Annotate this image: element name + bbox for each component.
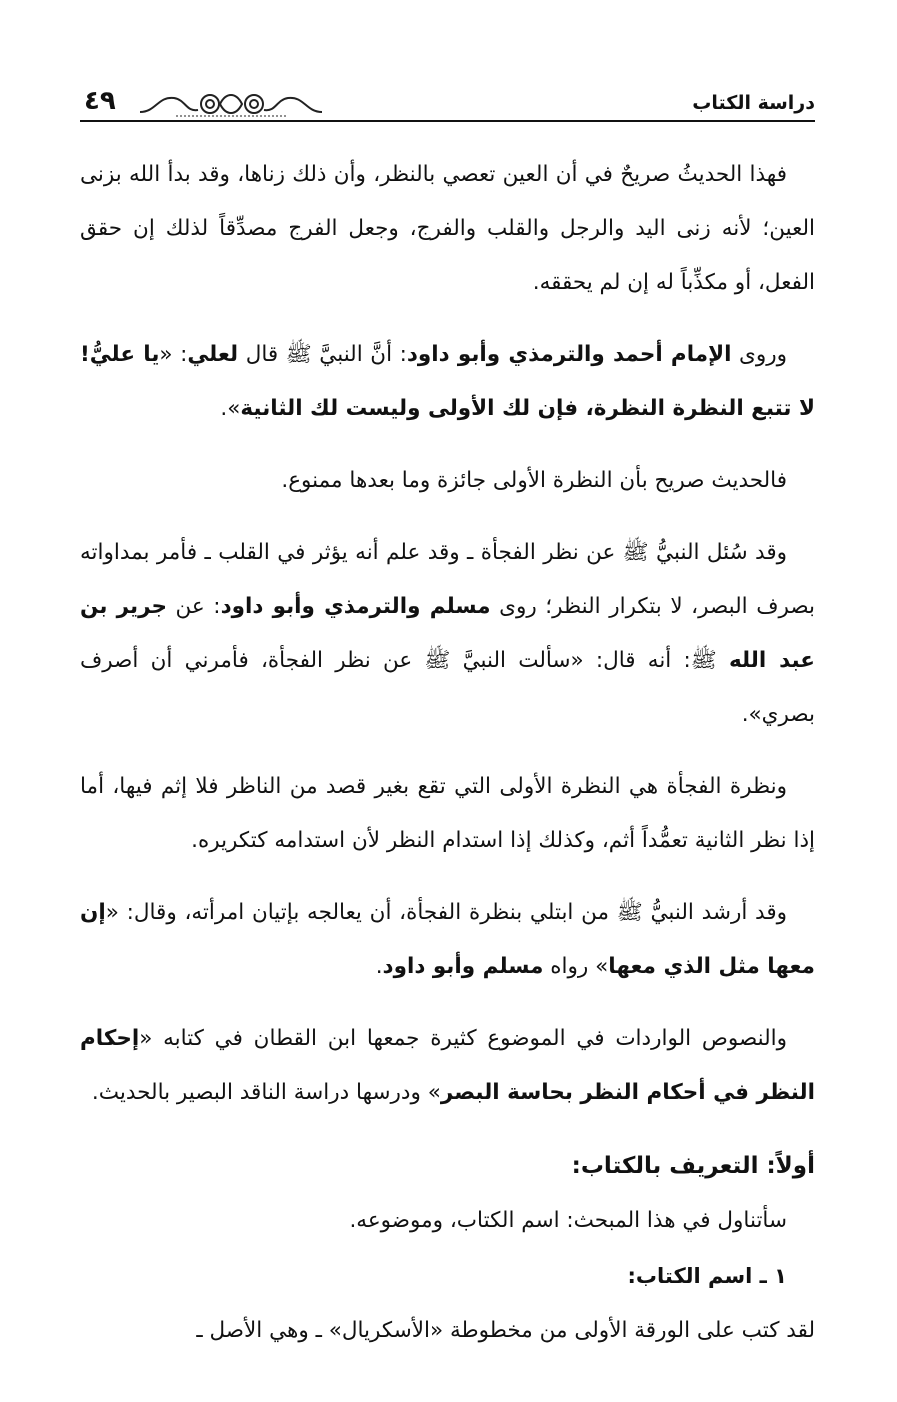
text-segment: : « [159,342,188,367]
section-intro: سأتناول في هذا المبحث: اسم الكتاب، وموضوعه. [349,1208,787,1233]
text-segment: : أنَّ النبيَّ ﷺ قال [238,342,407,367]
text-segment: فهذا الحديثُ صريحٌ في أن العين تعصي بالنظر، وأن ذلك زناها، وقد بدأ الله بزنى العين؛ لأنه زنى اليد والرجل والقلب والفرج، وجعل الفرج مصدِّقاً لذلك إن حقق الفعل، أو مكذِّباً له إن لم يحققه. [80,162,815,295]
running-title: دراسة الكتاب [692,92,815,114]
last-line: لقد كتب على الورقة الأولى من مخطوطة «الأسكريال» ـ وهي الأصل ـ [196,1318,815,1343]
header-divider [80,120,815,122]
text-segment: ونظرة الفجأة هي النظرة الأولى التي تقع بغير قصد من الناظر فلا إثم فيها، أما إذا نظر الثانية تعمُّداً أثم، وكذلك إذا استدام النظر لأن استدامه كتكريره. [80,774,815,853]
bold-text-segment: يا عليُّ! لا تتبع النظرة النظرة، فإن لك الأولى وليست لك الثانية [80,342,815,421]
text-segment: وروى [731,342,788,367]
page-header [80,84,815,128]
header-ornament-icon [136,88,326,118]
bold-text-segment: جرير بن عبد الله [80,594,815,673]
paragraph [80,454,815,508]
text-segment: » ودرسها دراسة الناقد البصير بالحديث. [91,1080,441,1105]
text-segment: وقد أرشد النبيُّ ﷺ من ابتلي بنظرة الفجأة، أن يعالجه بإتيان امرأته، وقال: « [105,900,787,925]
bold-text-segment: إن معها مثل الذي معها [80,900,815,979]
bold-text-segment: مسلم وأبو داود [382,954,544,979]
page-number: ٤٩ [84,86,116,116]
paragraph [80,328,815,436]
text-segment: وقد سُئل النبيُّ ﷺ عن نظر الفجأة ـ وقد علم أنه يؤثر في القلب ـ فأمر بمداواته بصرف البصر، لا بتكرار النظر؛ روى [80,540,815,619]
subheading: ١ ـ اسم الكتاب: [627,1264,787,1288]
text-segment: ». [220,396,241,421]
paragraph [80,526,815,742]
bold-text-segment: الإمام أحمد والترمذي وأبو داود [406,342,732,367]
paragraph [80,148,815,310]
text-segment: ﷺ: أنه قال: «سألت النبيَّ ﷺ عن نظر الفجأة، فأمرني أن أصرف بصري». [80,648,815,727]
paragraph [80,1012,815,1120]
text-segment: » رواه [543,954,609,979]
page-body [80,148,815,1358]
paragraph [80,886,815,994]
section-heading: أولاً: التعريف بالكتاب: [571,1153,815,1179]
text-segment: : عن [166,594,221,619]
book-page [80,0,815,1402]
bold-text-segment: مسلم والترمذي وأبو داود [220,594,491,619]
text-segment: والنصوص الواردات في الموضوع كثيرة جمعها ابن القطان في كتابه « [139,1026,787,1051]
bold-text-segment: لعلي [187,342,239,367]
paragraph [80,760,815,868]
text-segment: فالحديث صريح بأن النظرة الأولى جائزة وما بعدها ممنوع. [281,468,787,493]
bold-text-segment: إحكام النظر في أحكام النظر بحاسة البصر [80,1026,815,1105]
text-segment: . [375,954,383,979]
